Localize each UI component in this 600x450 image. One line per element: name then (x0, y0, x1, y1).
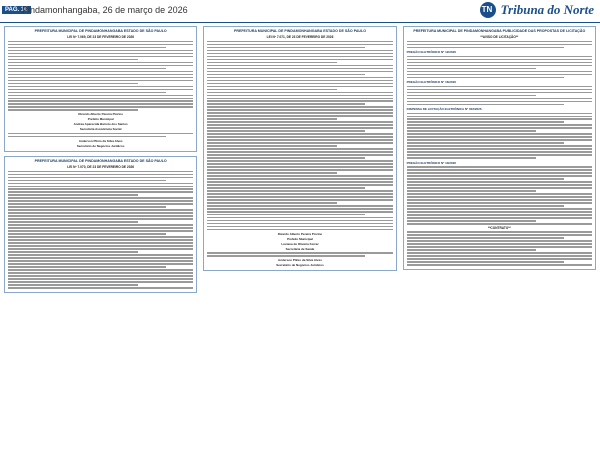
law-number: LEI Nº 7.071, DE 23 DE FEVEREIRO DE 2026 (266, 35, 334, 40)
law-number: LEI Nº 7.069, DE 23 DE FEVEREIRO DE 2026 (67, 35, 135, 40)
law-block-7071 (203, 26, 396, 271)
section-title: PREGÃO ELETRÔNICO Nº 13/2026 (406, 160, 456, 165)
newspaper-logo (480, 2, 594, 18)
signature-name: Anderson Plínio da Silva Alves (78, 138, 123, 143)
signature-name: Ricardo Alberto Pereira Piorino (277, 231, 323, 236)
licitation-block (403, 26, 596, 270)
column-1 (4, 26, 197, 446)
columns (4, 26, 596, 446)
section-title: **CONTRATO** (487, 225, 511, 230)
block-heading: PREFEITURA MUNICIPAL DE PINDAMONHANGABA ESTADO DE SÃO PAULO (34, 29, 167, 33)
signature-role: Secretário de Negócios Jurídicos (76, 143, 125, 148)
block-heading: PREFEITURA MUNICIPAL DE PINDAMONHANGABA ESTADO DE SÃO PAULO (34, 158, 167, 163)
signature-role: Secretária Assistência Social (79, 127, 122, 132)
law-number: LEI Nº 7.070, DE 23 DE FEVEREIRO DE 2026 (67, 165, 135, 170)
section-title: PREGÃO ELETRÔNICO Nº 16/2026 (406, 80, 456, 85)
column-3 (403, 26, 596, 446)
section-title: DISPENSA DE LICITAÇÃO ELETRÔNICA Nº 002/2026 (406, 107, 482, 112)
logo-text: Tribuna do Norte (500, 2, 594, 17)
law-block-7069 (4, 26, 197, 152)
block-heading: PREFEITURA MUNICIPAL DE PINDAMONHANGABA ESTADO DE SÃO PAULO (233, 29, 367, 33)
signature-role: Secretária de Saúde (285, 246, 315, 251)
column-2 (203, 26, 396, 446)
signature-role: Prefeito Municipal (87, 117, 114, 122)
block-heading: PREFEITURA MUNICIPAL DE PINDAMONHANGABA PUBLICIDADE DAS PROPOSTAS DE LICITAÇÃO (413, 29, 586, 33)
logo-icon (480, 2, 498, 18)
signature-name: Andrea Aparecida Barreto dos Santos (73, 122, 128, 127)
section-title: **AVISO DE LICITAÇÃO** (480, 35, 519, 40)
signature-role: Prefeito Municipal (287, 236, 313, 241)
city-date: Pindamonhangaba, 26 de março de 2026 (22, 5, 188, 15)
page-header (0, 0, 600, 23)
signature-name: Luciana de Oliveira Ferraz (281, 241, 319, 246)
law-block-7070 (4, 156, 197, 293)
section-title: PREGÃO ELETRÔNICO Nº 12/2026 (406, 50, 456, 55)
signature-role: Secretário de Negócios Jurídicos (276, 263, 324, 268)
signature-name: Ricardo Alberto Pereira Piorino (78, 112, 123, 117)
signature-name: Anderson Plínio da Silva Alves (278, 258, 322, 263)
page-number-tag: PAG. 10 (2, 6, 31, 14)
